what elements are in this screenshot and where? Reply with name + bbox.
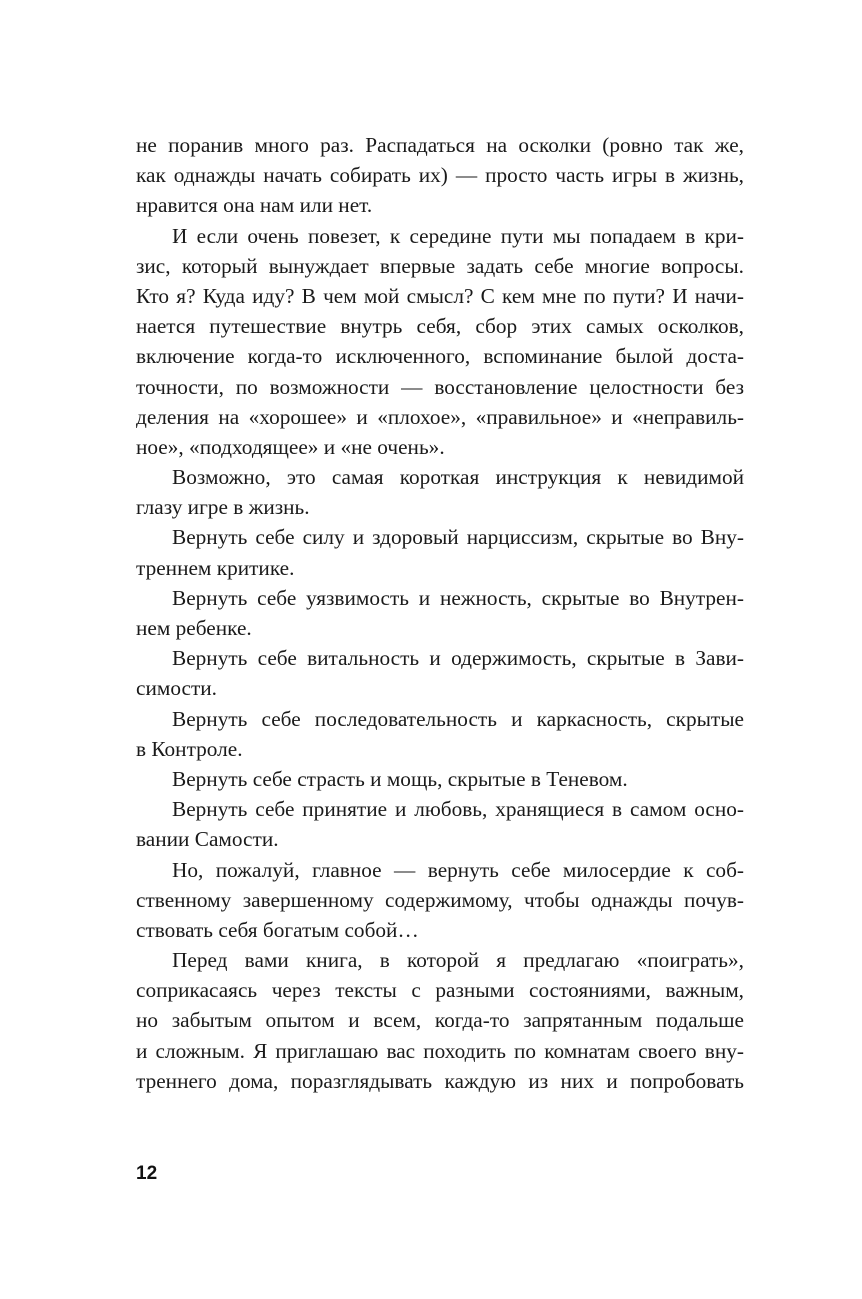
- text-line: зис, который вынуждает впервые задать себе многие вопросы.: [136, 253, 744, 278]
- paragraph: [136, 221, 744, 463]
- text-line: нем ребенке.: [136, 616, 252, 640]
- text-line: как однажды начать собирать их) — просто часть игры в жизнь,: [136, 163, 744, 188]
- paragraph: [136, 462, 744, 522]
- paragraph: [136, 130, 744, 221]
- text-line: Возможно, это самая короткая инструкция к невидимой: [172, 465, 744, 490]
- text-line: И если очень повезет, к середине пути мы попадаем в кри-: [172, 223, 744, 248]
- text-line: включение когда-то исключенного, вспоминание былой доста-: [136, 344, 744, 369]
- paragraph: [136, 945, 744, 1096]
- text-line: треннем критике.: [136, 555, 295, 580]
- text-line: Перед вами книга, в которой я предлагаю «поиграть»,: [172, 948, 744, 973]
- text-line: нается путешествие внутрь себя, сбор этих самых осколков,: [136, 314, 744, 339]
- text-line: треннего дома, поразглядывать каждую из них и попробовать: [136, 1068, 744, 1093]
- text-line: Кто я? Куда иду? В чем мой смысл? С кем мне по пути? И начи-: [136, 283, 744, 308]
- text-line: нравится она нам или нет.: [136, 193, 373, 218]
- page-body-text: [136, 130, 744, 1096]
- text-line: симости.: [136, 676, 217, 701]
- text-line: ственному завершенному содержимому, чтобы однажды почув-: [136, 887, 744, 912]
- text-line: соприкасаясь через тексты с разными состояниями, важным,: [136, 978, 744, 1003]
- paragraph: [136, 794, 744, 854]
- text-line: Вернуть себе витальность и одержимость, скрытые в Зави-: [172, 646, 744, 671]
- text-line: не поранив много раз. Распадаться на осколки (ровно так же,: [136, 133, 744, 157]
- text-line: Вернуть себе принятие и любовь, хранящиеся в самом осно-: [172, 797, 744, 822]
- text-line: и сложным. Я приглашаю вас походить по комнатам своего вну-: [136, 1038, 744, 1063]
- paragraph: [136, 764, 744, 794]
- text-line: Вернуть себе уязвимость и нежность, скрытые во Внутрен-: [172, 585, 744, 610]
- paragraph: [136, 522, 744, 582]
- text-line: Вернуть себе силу и здоровый нарциссизм, скрытые во Вну-: [172, 525, 744, 550]
- paragraph: [136, 855, 744, 946]
- text-line: в Контроле.: [136, 736, 243, 761]
- text-line: Но, пожалуй, главное — вернуть себе милосердие к соб-: [172, 857, 744, 882]
- paragraph: [136, 704, 744, 764]
- text-line: вании Самости.: [136, 827, 279, 852]
- text-line: ствовать себя богатым собой…: [136, 917, 419, 942]
- paragraph: [136, 583, 744, 643]
- text-line: Вернуть себе страсть и мощь, скрытые в Теневом.: [172, 766, 628, 791]
- paragraph: [136, 643, 744, 703]
- text-line: но забытым опытом и всем, когда-то запрятанным подальше: [136, 1008, 744, 1033]
- page-number: 12: [136, 1163, 158, 1184]
- text-line: Вернуть себе последовательность и каркасность, скрытые: [172, 706, 744, 731]
- text-line: ное», «подходящее» и «не очень».: [136, 434, 445, 459]
- text-line: точности, по возможности — восстановление целостности без: [136, 374, 744, 399]
- text-line: глазу игре в жизнь.: [136, 495, 310, 520]
- text-line: деления на «хорошее» и «плохое», «правильное» и «неправиль-: [136, 404, 744, 429]
